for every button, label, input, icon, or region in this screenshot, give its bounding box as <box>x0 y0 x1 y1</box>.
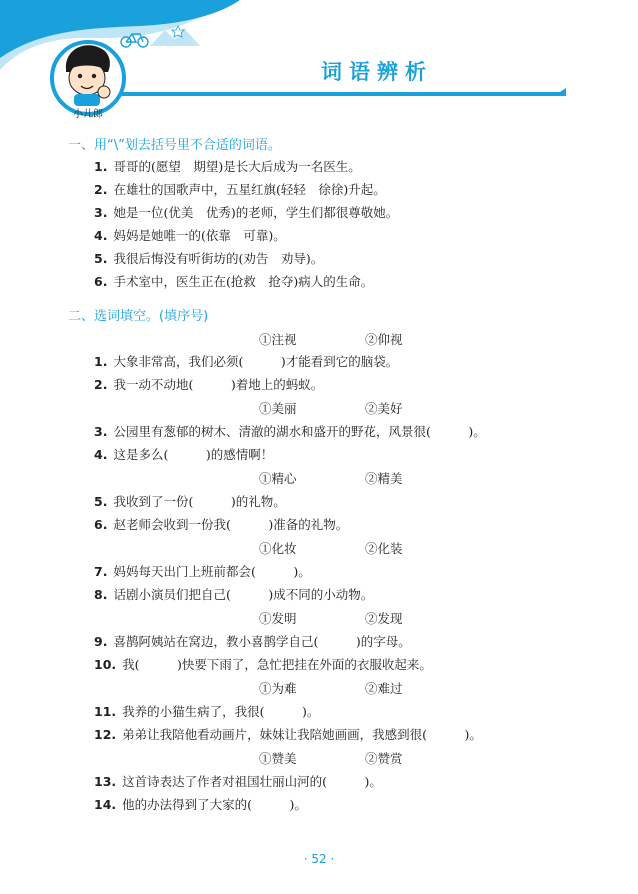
option-1: ①赞美 <box>259 751 297 766</box>
list-item: 6. 赵老师会收到一份我( )准备的礼物。 <box>94 517 349 532</box>
page-number: · 52 · <box>303 852 335 866</box>
option-2: ②精美 <box>365 471 403 486</box>
list-item: 10. 我( )快要下雨了，急忙把挂在外面的衣服收起来。 <box>94 657 432 672</box>
list-item: 1. 大象非常高，我们必须( )才能看到它的脑袋。 <box>94 354 399 369</box>
list-item: 14. 他的办法得到了大家的( )。 <box>94 797 307 812</box>
page-title: 词语辨析 <box>321 60 433 84</box>
option-1: ①发明 <box>259 611 297 626</box>
title-underline <box>120 88 566 96</box>
section1-title: 一、用“\”划去括号里不合适的词语。 <box>68 138 281 153</box>
list-item: 4. 妈妈是她唯一的(依靠 可靠)。 <box>94 228 286 243</box>
list-item: 7. 妈妈每天出门上班前都会( )。 <box>94 564 311 579</box>
page-header <box>0 0 638 130</box>
option-1: ①精心 <box>259 471 297 486</box>
list-item: 8. 话剧小演员们把自己( )成不同的小动物。 <box>94 587 374 602</box>
option-1: ①美丽 <box>259 401 297 416</box>
list-item: 11. 我养的小猫生病了，我很( )。 <box>94 704 320 719</box>
section2-title: 二、选词填空。(填序号) <box>68 309 209 324</box>
list-item: 13. 这首诗表达了作者对祖国壮丽山河的( )。 <box>94 774 382 789</box>
option-1: ①为难 <box>259 681 297 696</box>
list-item: 6. 手术室中，医生正在(抢救 抢夺)病人的生命。 <box>94 274 374 289</box>
list-item: 4. 这是多么( )的感情啊！ <box>94 447 274 462</box>
option-2: ②难过 <box>365 681 403 696</box>
option-1: ①化妆 <box>259 541 297 556</box>
list-item: 9. 喜鹊阿姨站在窝边，教小喜鹊学自己( )的字母。 <box>94 634 411 649</box>
list-item: 1. 哥哥的(愿望 期望)是长大后成为一名医生。 <box>94 159 361 174</box>
option-2: ②发现 <box>365 611 403 626</box>
option-2: ②化装 <box>365 541 403 556</box>
mascot-label: 小儿郎 <box>73 109 103 120</box>
list-item: 5. 我收到了一份( )的礼物。 <box>94 494 286 509</box>
list-item: 5. 我很后悔没有听街坊的(劝告 劝导)。 <box>94 251 324 266</box>
list-item: 2. 在雄壮的国歌声中，五星红旗(轻轻 徐徐)升起。 <box>94 182 386 197</box>
list-item: 3. 她是一位(优美 优秀)的老师，学生们都很尊敬她。 <box>94 205 399 220</box>
list-item: 12. 弟弟让我陪他看动画片，妹妹让我陪她画画，我感到很( )。 <box>94 727 482 742</box>
option-2: ②仰视 <box>365 332 403 347</box>
option-1: ①注视 <box>259 332 297 347</box>
list-item: 2. 我一动不动地( )着地上的蚂蚁。 <box>94 377 324 392</box>
list-item: 3. 公园里有葱郁的树木、清澈的湖水和盛开的野花，风景很( )。 <box>94 424 486 439</box>
option-2: ②美好 <box>365 401 403 416</box>
option-2: ②赞赏 <box>365 751 403 766</box>
